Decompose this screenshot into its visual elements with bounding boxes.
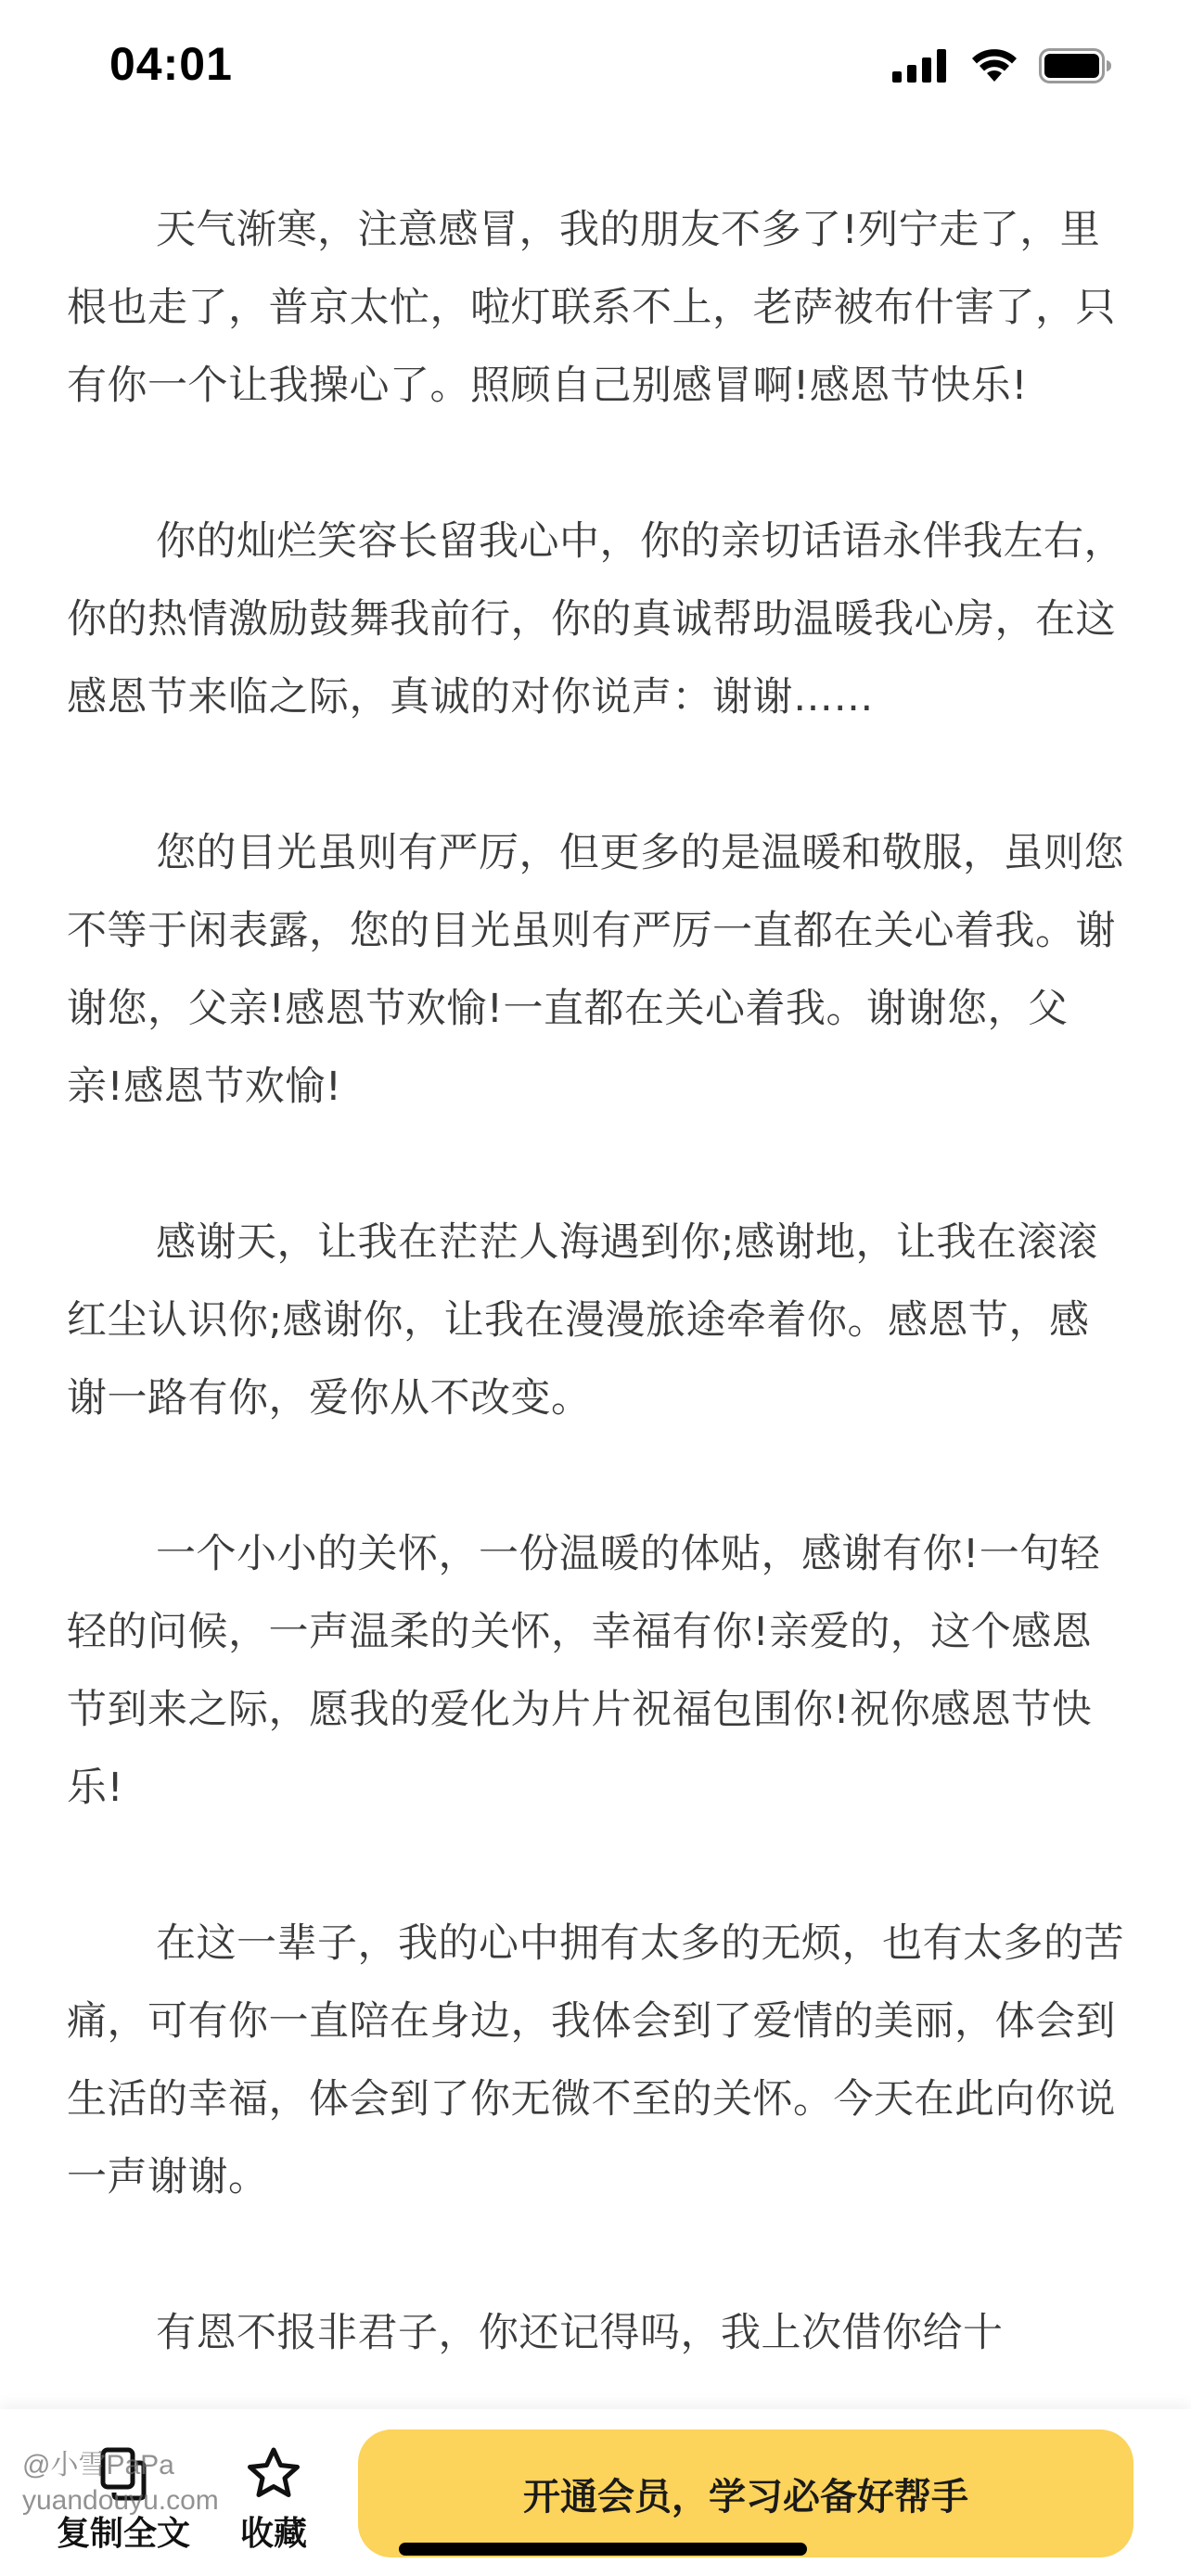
watermark-site: yuandouyu.com: [22, 2485, 219, 2516]
watermark-handle: @小雪PaPa: [22, 2450, 174, 2480]
open-membership-button[interactable]: 开通会员，学习必备好帮手: [358, 2429, 1133, 2557]
article-paragraph: 你的灿烂笑容长留我心中，你的亲切话语永伴我左右，你的热情激励鼓舞我前行，你的真诚帮助温暖我心房，在这感恩节来临之际，真诚的对你说声：谢谢……: [67, 518, 1124, 721]
favorite-button[interactable]: [204, 2446, 343, 2555]
battery-icon: [1039, 48, 1113, 87]
status-icons: [892, 48, 1113, 87]
article-paragraph: 感谢天，让我在茫茫人海遇到你;感谢地，让我在滚滚红尘认识你;感谢你，让我在漫漫旅途牵着你。感恩节，感谢一路有你，爱你从不改变。: [67, 1219, 1098, 1422]
article-paragraph: 一个小小的关怀，一份温暖的体贴，感谢有你!一句轻轻的问候，一声温柔的关怀，幸福有你!亲爱的，这个感恩节到来之际，愿我的爱化为片片祝福包围你!祝你感恩节快乐!: [67, 1531, 1101, 1811]
wifi-icon: [970, 48, 1018, 87]
article-body: [67, 191, 1124, 2450]
article-paragraph: 天气渐寒，注意感冒，我的朋友不多了!列宁走了，里根也走了，普京太忙，啦灯联系不上，老萨被布什害了，只有你一个让我操心了。照顾自己别感冒啊!感恩节快乐!: [67, 207, 1116, 409]
cellular-signal-icon: [892, 49, 950, 86]
article-paragraph: 在这一辈子，我的心中拥有太多的无烦，也有太多的苦痛，可有你一直陪在身边，我体会到了爱情的美丽，体会到生活的幸福，体会到了你无微不至的关怀。今天在此向你说一声谢谢。: [67, 1920, 1124, 2200]
star-icon: [245, 2446, 302, 2504]
article-paragraph: 您的目光虽则有严厉，但更多的是温暖和敬服，虽则您不等于闲表露，您的目光虽则有严厉一直都在关心着我。谢谢您，父亲!感恩节欢愉!一直都在关心着我。谢谢您，父亲!感恩节欢愉!: [67, 830, 1124, 1110]
copy-all-label: 复制全文: [56, 2515, 190, 2553]
status-time: 04:01: [109, 38, 233, 90]
watermark: [22, 2448, 219, 2519]
home-indicator[interactable]: [399, 2543, 807, 2556]
status-bar: [0, 0, 1191, 130]
article-paragraph: 有恩不报非君子，你还记得吗，我上次借你给十: [156, 2310, 1004, 2356]
favorite-label: 收藏: [239, 2515, 307, 2553]
